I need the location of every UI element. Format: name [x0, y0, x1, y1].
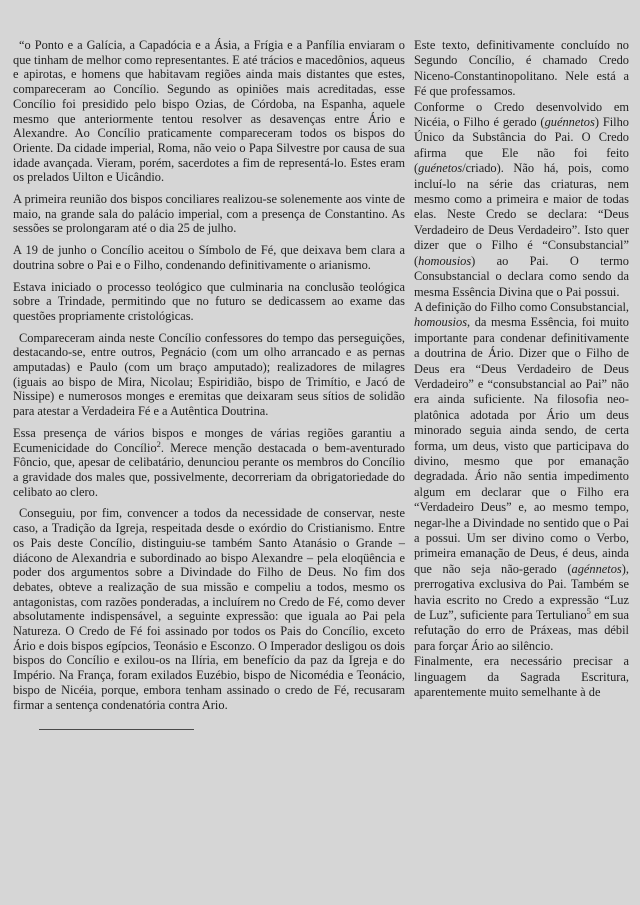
italic-term: guénetos: [418, 161, 463, 176]
paragraph: [414, 38, 629, 100]
text-segment: em sua refutação do erro de Práxeas, mas débil para forçar Ário ao silêncio.: [414, 608, 629, 653]
italic-term: agénnetos: [571, 561, 622, 576]
text-segment: A primeira reunião dos bispos conciliares realizou-se solenemente aos vinte de maio, na grande sala do palácio imperial, com a presença de Constantino. As sessões se prolongaram até o dia 25 de julho.: [13, 192, 405, 236]
paragraph: [13, 38, 405, 185]
right-text-column: [414, 38, 629, 905]
paragraph: [414, 100, 629, 300]
text-segment: Essa presença de vários bispos e monges de várias regiões garantiu a Ecumenicidade do Concílio: [13, 425, 405, 455]
text-segment: . Merece menção destacada o bem-aventurado Fôncio, que, apesar de celibatário, denunciou perante os membros do Concílio a gravidade dos males que, possivelmente, decorreriam da obrigatoriedade do celibato ao clero.: [13, 440, 405, 499]
left-text-column: [13, 38, 405, 905]
paragraph: [13, 280, 405, 324]
text-segment: Conseguiu, por fim, convencer a todos da necessidade de conservar, neste caso, a Tradição da Igreja, respeitada desde o exórdio do Cristianismo. Entre os Pais deste Concílio, distinguiu-se também Santo Atanásio o Grande – diácono de Alexandria e subordinado ao bispo Alexandre – pela eloqüência e poder dos argumentos sobre a Divindade do Filho de Deus. No fim dos debates, obteve a realização de sua missão e compeliu a todos, mesmo os antagonistas, com razões ponderadas, a incluírem no Credo de Fé, como dever absolutamente indispensável, a seguinte expressão: que iguala ao Pai pela Natureza. O Credo de Fé foi assinado por todos os Pais do Concílio, exceto Ário e dois bispos egípcios, Teonásio e Esconzo. O Imperador desligou os dois bispos do Concílio e exilou-os na Ilíria, em benefício da paz da Igreja e do Império. Na França, foram exilados Euzébio, bispo de Nicomédia e Teonácio, bispo de Nicéia, porque, embora tenham assinado o credo de Fé, recusaram firmar a sentença condenatória contra Ario.: [13, 506, 405, 712]
text-segment: /criado). Não há, pois, como incluí-lo na série das criaturas, nem mesmo como a primeira e maior de todas elas. Neste Credo se declara: “Deus Verdadeiro de Deus Verdadeiro”. Isto quer dizer que o Filho é “Consubstancial” (: [414, 161, 629, 268]
paragraph: [13, 331, 405, 419]
text-segment: A 19 de junho o Concílio aceitou o Símbolo de Fé, que deixava bem clara a doutrina sobre o Pai e o Filho, condenando definitivamente o arianismo.: [13, 243, 405, 272]
text-segment: ) Filho Único da Substância do Pai. O Credo afirma que Ele não foi feito (: [414, 115, 629, 176]
footnote-ref: 2: [156, 438, 161, 449]
italic-term: homousios: [418, 253, 472, 268]
text-segment: Este texto, definitivamente concluído no Segundo Concílio, é chamado Credo Niceno-Constantinopolitano. Nele está a Fé que professamos.: [414, 38, 629, 99]
text-segment: ), prerrogativa exclusiva do Pai. Também se havia escrito no Credo a expressão “Luz de Luz”, suficiente para Tertuliano: [414, 561, 629, 623]
paragraph: [13, 506, 405, 712]
paragraph: [414, 300, 629, 654]
text-segment: Conforme o Credo desenvolvido em Nicéia, o Filho é gerado (: [414, 99, 629, 130]
text-segment: “o Ponto e a Galícia, a Capadócia e a Ásia, a Frígia e a Panfília enviaram o que tinham de melhor como representantes. E até trácios e macedônios, aqueus e apirotas, e homens que habitavam regiões ainda mais distantes que estes, compareceram ao Concílio. Segundo as opiniões mais acreditadas, esse Concílio foi presidido pelo bispo Ozias, de Córdoba, na Espanha, aquele mesmo que anteriormente tentou resolver as desavenças entre Ário e Alexandre. Ao Concílio praticamente compareceram todos os bispos do Oriente. Da cidade imperial, Roma, não veio o Papa Silvestre por causa de sua idade avançada. Vieram, porém, sacerdotes a fim de representá-lo. Estes eram os prelados Uilton e Uicândio.: [13, 38, 405, 185]
text-segment: A definição do Filho como Consubstancial,: [414, 299, 629, 314]
paragraph: [414, 654, 629, 700]
text-segment: ) ao Pai. O termo Consubstancial o declara como sendo da mesma Essência Divina que o Pai possui.: [414, 253, 629, 299]
paragraph: [13, 192, 405, 236]
footnote-ref: 5: [586, 605, 591, 616]
footnote-separator-rule: [39, 729, 194, 730]
text-segment: Compareceram ainda neste Concílio confessores do tempo das perseguições, destacando-se, entre outros, Pegnácio (com um olho arrancado e as pernas amputadas) e Paulo (com um braço amputado); realizadores de milagres (iguais ao bispo de Mira, Nicolau; Espiridião, bispo de Trimítio, e Jacó de Nissipe) e numerosos monges e eremitas que deixaram seus sítios de solidão para atestar a Verdadeira Fé e a Autêntica Doutrina.: [13, 330, 405, 419]
text-segment: Estava iniciado o processo teológico que culminaria na conclusão teológica sobre a Trindade, permitindo que no futuro se dedicassem ao exame das questões propriamente cristológicas.: [13, 279, 405, 323]
paragraph: [13, 243, 405, 272]
italic-term: guénnetos: [544, 115, 595, 130]
text-segment: , da mesma Essência, foi muito importante para condenar definitivamente a doutrina de Ário. Dizer que o Filho de Deus era “Deus Verdadeiro de Deus Verdadeiro” e “consubstancial ao Pai” não era ainda suficiente. Na filosofia neo-platônica adotada por Ário um deus minorado seguia ainda sendo, de certa forma, um deus, visto que participava do divino, mesmo que por emanação degradada. Ário não sentia impedimento algum em declarar que o Filho era “Verdadeiro Deus” e, ao mesmo tempo, negar-lhe a Divindade no sentido que o Pai a possui. Um ser divino como o Verbo, primeira emanação de Deus, é deus, ainda que não seja não-gerado (: [414, 315, 629, 576]
paragraph: [13, 426, 405, 500]
italic-term: homousios: [414, 315, 468, 330]
text-segment: Finalmente, era necessário precisar a linguagem da Sagrada Escritura, aparentemente muito semelhante à de: [414, 654, 629, 700]
